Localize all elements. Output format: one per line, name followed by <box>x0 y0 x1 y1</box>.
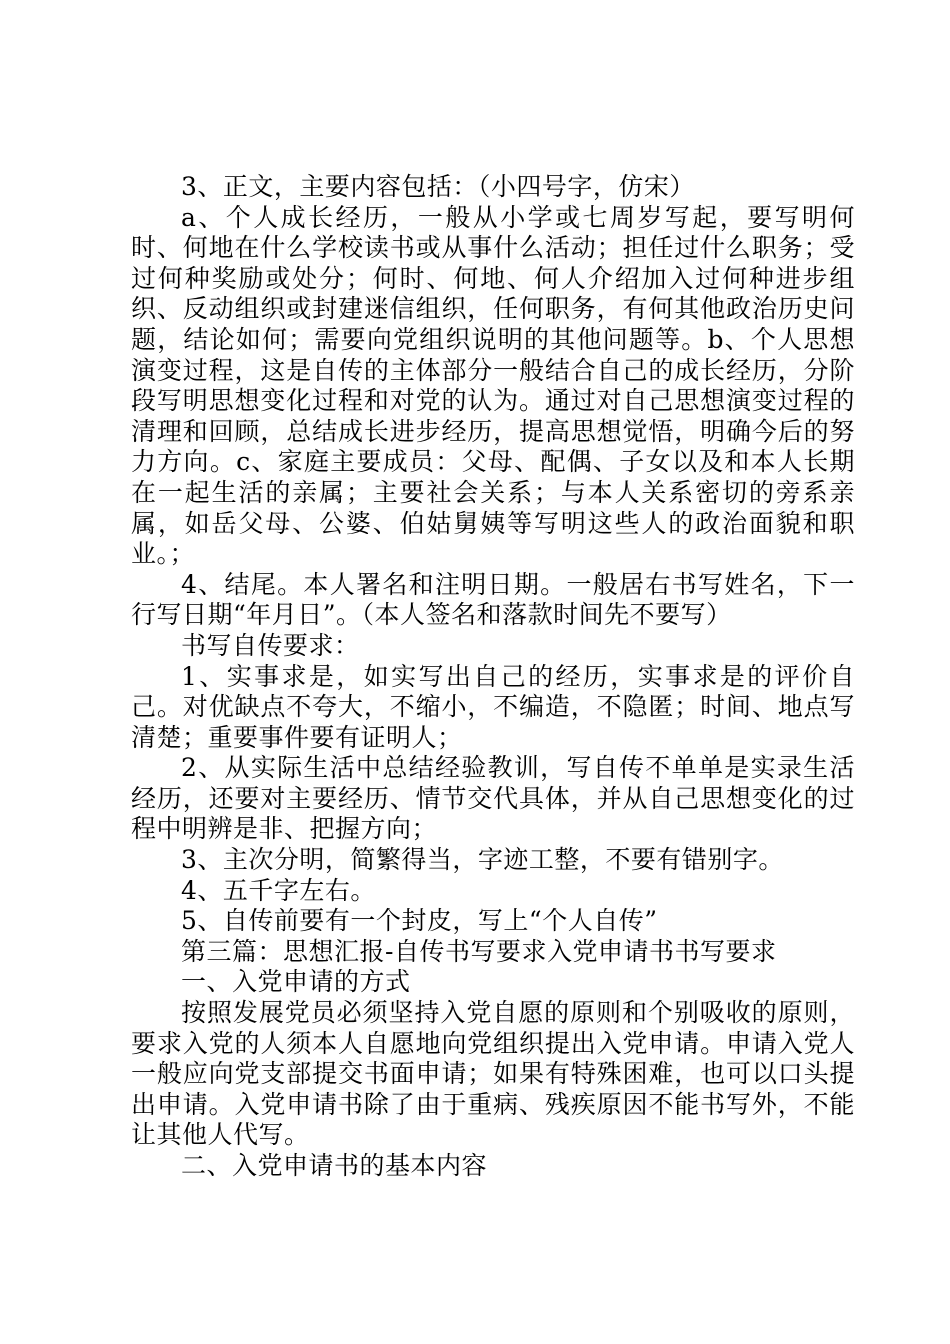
document-page <box>131 172 855 1182</box>
paragraph-body-intro: 3、正文，主要内容包括：（小四号字，仿宋） <box>181 172 695 201</box>
section-heading-application-method: 一、入党申请的方式 <box>181 967 411 997</box>
section-title-part-three: 第三篇：思想汇报-自传书写要求入党申请书书写要求 <box>181 936 777 966</box>
paragraph-ending: 4、结尾。本人署名和注明日期。一般居右书写姓名，下一行写日期“年月日”。（本人签名和落款时间先不要写） <box>131 569 855 630</box>
paragraph-requirement-2: 2、从实际生活中总结经验教训，写自传不单单是实录生活经历，还要对主要经历、情节交代具体，并从自己思想变化的过程中明辨是非、把握方向； <box>131 753 855 844</box>
paragraph-requirement-5: 5、自传前要有一个封皮，写上“个人自传” <box>181 906 658 936</box>
paragraph-requirement-1: 1、实事求是，如实写出自己的经历，实事求是的评价自己。对优缺点不夸大，不缩小，不编造，不隐匿；时间、地点写清楚；重要事件要有证明人； <box>131 661 855 752</box>
paragraph-application-method: 按照发展党员必须坚持入党自愿的原则和个别吸收的原则，要求入党的人须本人自愿地向党组织提出入党申请。申请入党人一般应向党支部提交书面申请；如果有特殊困难，也可以口头提出申请。入党申请书除了由于重病、残疾原因不能书写外，不能让其他人代写。 <box>131 998 855 1150</box>
paragraph-body-details: a、个人成长经历，一般从小学或七周岁写起，要写明何时、何地在什么学校读书或从事什么活动；担任过什么职务；受过何种奖励或处分；何时、何地、何人介绍加入过何种进步组织、反动组织或封建迷信组织，任何职务，有何其他政治历史问题，结论如何；需要向党组织说明的其他问题等。b、个人思想演变过程，这是自传的主体部分一般结合自己的成长经历，分阶段写明思想变化过程和对党的认为。通过对自己思想演变过程的清理和回顾，总结成长进步经历，提高思想觉悟，明确今后的努力方向。c、家庭主要成员：父母、配偶、子女以及和本人长期在一起生活的亲属；主要社会关系；与本人关系密切的旁系亲属，如岳父母、公婆、伯姑舅姨等写明这些人的政治面貌和职业。； <box>131 202 855 569</box>
paragraph-requirements-title: 书写自传要求： <box>181 630 360 660</box>
section-heading-application-content: 二、入党申请书的基本内容 <box>181 1151 488 1180</box>
paragraph-requirement-3: 3、主次分明，简繁得当，字迹工整，不要有错别字。 <box>181 845 784 875</box>
paragraph-requirement-4: 4、五千字左右。 <box>181 875 376 905</box>
